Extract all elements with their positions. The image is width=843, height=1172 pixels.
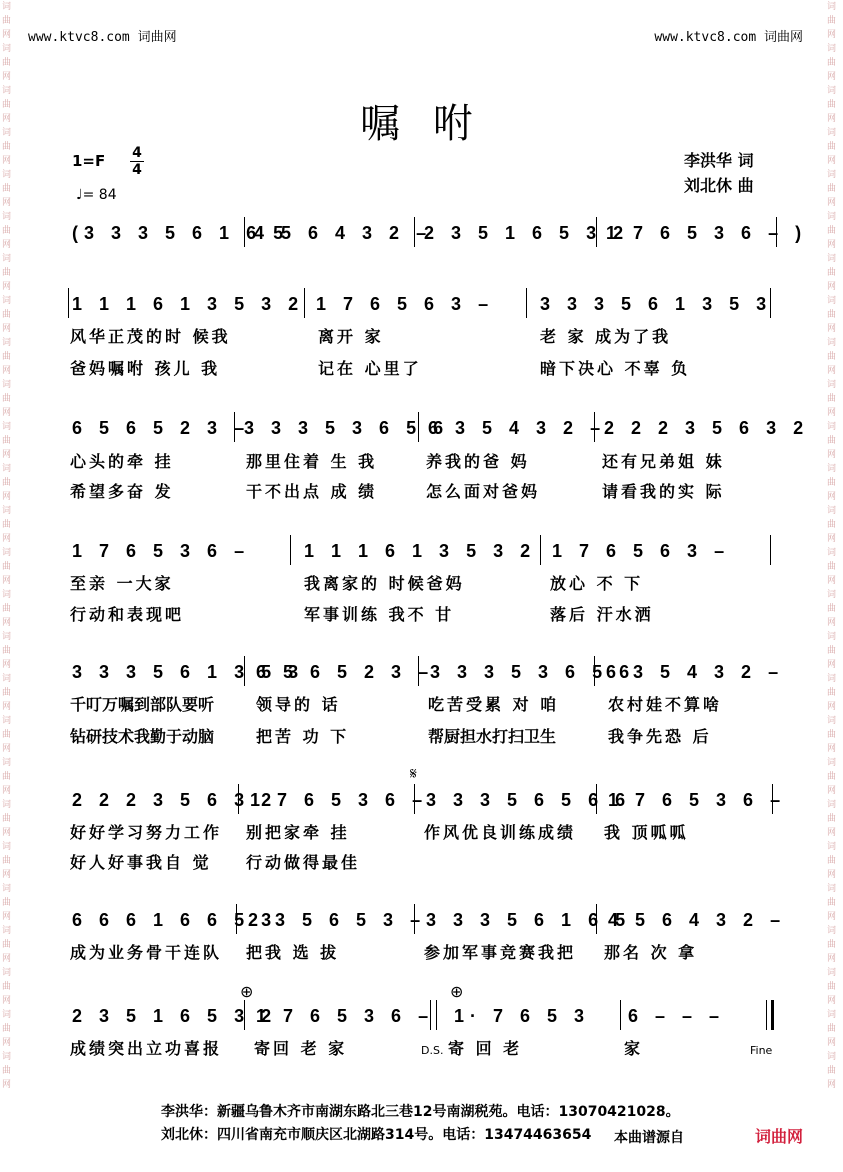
barline xyxy=(68,288,69,318)
lyric-segment: 行动做得最佳 xyxy=(246,853,361,872)
score-row-6 xyxy=(68,784,787,814)
coda-icon: ⊕ xyxy=(240,982,254,1001)
measure: 1 7 6 5 3 6 – xyxy=(256,1006,435,1026)
lyric-segment: 放心 不 下 xyxy=(550,574,644,593)
measure: 1 7 6 5 6 3 – xyxy=(316,294,495,314)
barline xyxy=(430,1000,431,1030)
barline xyxy=(436,1000,437,1030)
lyric-line xyxy=(70,602,780,628)
measure: 3 3 3 5 3 6 5 6 xyxy=(430,662,636,682)
measure: 3 3 3 5 3 6 5 6 xyxy=(244,418,450,438)
lyric-line xyxy=(70,571,780,597)
measure: 3 3 3 5 6 5 6 6 xyxy=(426,790,632,810)
tempo-marking: ♩= 84 xyxy=(76,187,117,203)
lyric-segment: 记在 心里了 xyxy=(318,359,422,378)
measure: 1 7 6 5 3 6 – xyxy=(250,790,429,810)
lyric-segment: 爸妈嘱咐 孩儿 我 xyxy=(70,359,221,378)
score-row-4 xyxy=(68,535,780,565)
time-signature xyxy=(130,146,144,177)
barline xyxy=(244,217,245,247)
composer-credit: 刘北休 曲 xyxy=(684,176,754,195)
lyricist-contact: 李洪华：新疆乌鲁木齐市南湖东路北三巷12号南湖税苑。电话：13070421028。 xyxy=(161,1104,680,1120)
lyric-segment: 我争先恐 后 xyxy=(608,727,712,746)
measure: 1 7 6 5 3 6 – ) xyxy=(606,223,808,243)
time-sig-bottom: 4 xyxy=(132,162,142,178)
barline xyxy=(238,784,239,814)
barline xyxy=(594,656,595,686)
barline xyxy=(414,784,415,814)
measure: 6 6 6 1 6 6 5 3 xyxy=(72,910,278,930)
lyric-segment: 钻研技术我勤于动脑 xyxy=(70,727,215,746)
measure: 3 3 3 5 6 1 6 5 xyxy=(426,910,632,930)
lyric-segment: 军事训练 我不 甘 xyxy=(304,605,455,624)
lyric-segment: 离开 家 xyxy=(318,327,384,346)
lyric-segment: 好好学习努力工作 xyxy=(70,823,223,842)
lyric-line xyxy=(70,724,780,750)
barline xyxy=(290,535,291,565)
final-barline xyxy=(766,1000,767,1030)
lyric-segment: 那名 次 拿 xyxy=(604,943,698,962)
measure: 2 3 5 1 6 5 3 2 xyxy=(72,1006,278,1026)
barline xyxy=(620,1000,621,1030)
barline xyxy=(244,656,245,686)
time-sig-top: 4 xyxy=(132,145,142,161)
measure: 3 3 3 5 6 1 3 5 3 xyxy=(540,294,773,314)
barline xyxy=(770,288,771,318)
measure: 1 7 6 5 6 3 – xyxy=(552,541,731,561)
lyric-line xyxy=(70,692,780,718)
lyric-line xyxy=(70,479,780,505)
lyric-line xyxy=(70,356,780,382)
lyric-segment: 成绩突出立功喜报 xyxy=(70,1039,223,1058)
measure: 6 5 6 5 2 3 – xyxy=(256,662,435,682)
measure: 4 5 6 4 3 2 – xyxy=(254,223,433,243)
measure: 2 3 5 1 6 5 3 2 xyxy=(424,223,630,243)
segno-icon: 𝄋 xyxy=(410,764,417,783)
lyric-segment: 我 顶呱呱 xyxy=(604,823,689,842)
source-note: 本曲谱源自 xyxy=(614,1130,684,1146)
lyric-segment: 千叮万嘱到部队要听 xyxy=(70,695,215,714)
watermark-right: 词曲网词曲网词曲网词曲网词曲网词曲网词曲网词曲网词曲网词曲网词曲网词曲网词曲网词曲网词曲网词曲网词曲网词曲网词曲网词曲网词曲网词曲网词曲网词曲网词曲网词曲网 xyxy=(827,2,837,1090)
score-row-3 xyxy=(68,412,810,442)
barline xyxy=(772,784,773,814)
measure: 1· 7 6 5 3 xyxy=(454,1006,591,1026)
measure: 1 7 6 5 3 6 – xyxy=(608,790,787,810)
fine-marking: Fine xyxy=(750,1044,773,1057)
lyric-segment: 还有兄弟姐 妹 xyxy=(602,452,725,471)
barline xyxy=(236,904,237,934)
site-url-left[interactable]: www.ktvc8.com 词曲网 xyxy=(28,30,177,45)
lyric-segment: 帮厨担水打扫卫生 xyxy=(428,727,557,746)
barline xyxy=(526,288,527,318)
barline xyxy=(304,288,305,318)
barline xyxy=(596,904,597,934)
score-row-7 xyxy=(68,904,787,934)
lyric-segment: 落后 汗水洒 xyxy=(550,605,654,624)
lyric-line xyxy=(70,850,780,876)
lyricist-credit: 李洪华 词 xyxy=(684,151,754,170)
barline xyxy=(244,1000,245,1030)
lyric-line xyxy=(70,449,780,475)
lyric-segment: 我离家的 时候爸妈 xyxy=(304,574,465,593)
lyric-segment: 那里住着 生 我 xyxy=(246,452,378,471)
lyric-segment: 行动和表现吧 xyxy=(70,605,185,624)
barline xyxy=(594,412,595,442)
barline xyxy=(414,904,415,934)
lyric-segment: 别把家牵 挂 xyxy=(246,823,350,842)
barline xyxy=(596,217,597,247)
barline xyxy=(776,217,777,247)
lyric-segment: 怎么面对爸妈 xyxy=(426,482,541,501)
measure: 1 7 6 5 3 6 – xyxy=(72,541,251,561)
barline xyxy=(770,535,771,565)
measure: 2 2 2 3 5 6 3 2 xyxy=(604,418,810,438)
lyric-segment: 农村娃不算啥 xyxy=(608,695,723,714)
coda-icon: ⊕ xyxy=(450,982,464,1001)
measure: 2 2 2 3 5 6 3 2 xyxy=(72,790,278,810)
lyric-segment: 领导的 话 xyxy=(256,695,341,714)
watermark-left: 词曲网词曲网词曲网词曲网词曲网词曲网词曲网词曲网词曲网词曲网词曲网词曲网词曲网词曲网词曲网词曲网词曲网词曲网词曲网词曲网词曲网词曲网词曲网词曲网词曲网词曲网 xyxy=(2,2,12,1090)
measure: 2 3 5 6 5 3 – xyxy=(248,910,427,930)
barline xyxy=(418,412,419,442)
lyric-segment: 请看我的实 际 xyxy=(602,482,725,501)
barline xyxy=(540,535,541,565)
lyric-segment: 至亲 一大家 xyxy=(70,574,174,593)
barline xyxy=(414,217,415,247)
lyric-line xyxy=(70,940,780,966)
ds-marking: D.S. xyxy=(421,1044,444,1057)
measure: 1 1 1 6 1 3 5 3 2 xyxy=(304,541,537,561)
lyric-line xyxy=(70,820,780,846)
lyric-segment: 好人好事我自 觉 xyxy=(70,853,212,872)
measure: 6 – – – xyxy=(628,1006,726,1026)
lyric-line xyxy=(70,324,780,350)
lyric-segment: 家 xyxy=(624,1039,644,1058)
score-row-2 xyxy=(68,288,780,318)
barline xyxy=(596,784,597,814)
lyric-segment: 暗下决心 不辜 负 xyxy=(540,359,691,378)
composer-contact: 刘北休：四川省南充市顺庆区北湖路314号。电话：13474463654 xyxy=(161,1127,592,1143)
key-signature: 1=F xyxy=(72,152,106,170)
lyric-segment: 干不出点 成 绩 xyxy=(246,482,378,501)
site-logo[interactable]: 词曲网 xyxy=(755,1127,804,1146)
lyric-segment: 心头的牵 挂 xyxy=(70,452,174,471)
lyric-segment: 作风优良训练成绩 xyxy=(424,823,577,842)
measure: 4 5 6 4 3 2 – xyxy=(608,910,787,930)
lyric-segment: 吃苦受累 对 咱 xyxy=(428,695,560,714)
measure: (3 3 3 5 6 1 6 5 xyxy=(72,223,290,243)
song-title: 嘱 咐 xyxy=(360,101,483,147)
lyric-segment: 寄回 老 家 xyxy=(254,1039,348,1058)
lyric-segment: 成为业务骨干连队 xyxy=(70,943,223,962)
measure: 6 3 5 4 3 2 – xyxy=(606,662,785,682)
site-url-right[interactable]: www.ktvc8.com 词曲网 xyxy=(654,30,803,45)
lyric-segment: 参加军事竞赛我把 xyxy=(424,943,577,962)
barline xyxy=(234,412,235,442)
lyric-segment: 寄 回 老 xyxy=(448,1039,523,1058)
score-row-8 xyxy=(68,1000,780,1030)
measure: 1 1 1 6 1 3 5 3 2 xyxy=(72,294,305,314)
score-row-1 xyxy=(68,217,808,247)
lyric-segment: 把我 选 拔 xyxy=(246,943,340,962)
measure: 6 3 5 4 3 2 – xyxy=(428,418,607,438)
lyric-segment: 老 家 成为了我 xyxy=(540,327,672,346)
lyric-segment: 希望多奋 发 xyxy=(70,482,174,501)
score-row-5 xyxy=(68,656,785,686)
measure: 3 3 3 5 6 1 3 5 3 xyxy=(72,662,305,682)
lyric-segment: 风华正茂的时 候我 xyxy=(70,327,231,346)
measure: 6 5 6 5 2 3 – xyxy=(72,418,251,438)
lyric-segment: 把苦 功 下 xyxy=(256,727,350,746)
lyric-segment: 养我的爸 妈 xyxy=(426,452,530,471)
barline xyxy=(418,656,419,686)
